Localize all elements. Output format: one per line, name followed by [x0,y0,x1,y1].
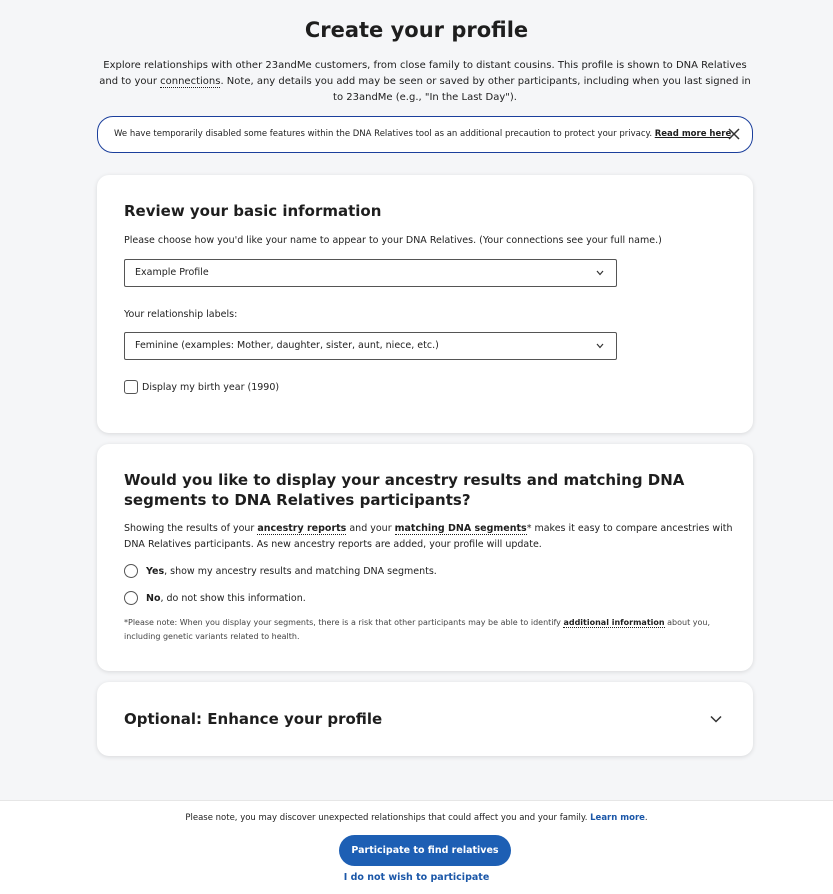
intro-part1: Explore relationships with other 23andMe customers, from close family to distant cousins. This profile is shown to DNA Relatives and to your [99,60,747,87]
intro-text [96,58,754,106]
desc-part3: * makes it easy to compare ancestries with DNA Relatives participants. As new ancestry reports are added, your profile will update. [124,523,733,550]
additional-info-link[interactable]: additional information [563,618,665,627]
notice-suffix: . [731,129,734,139]
yes-rest: , show my ancestry results and matching DNA segments. [164,565,437,577]
footer-note [0,813,833,823]
desc-part1: Showing the results of your [124,523,258,534]
optional-enhance-card[interactable] [97,682,753,756]
ancestry-card [97,444,753,671]
ancestry-description [124,521,734,553]
note-part2: about you, including genetic variants related to health. [124,618,711,641]
chevron-down-icon[interactable] [710,715,722,723]
desc-part2: and your [346,523,395,534]
optional-heading: Optional: Enhance your profile [124,710,383,728]
chevron-down-icon [596,270,604,276]
name-select-value: Example Profile [135,267,209,278]
ancestry-heading: Would you like to display your ancestry results and matching DNA segments to DNA Relatives participants? [124,471,685,509]
intro-part2: . Note, any details you add may be seen or saved by other participants, including when you last signed in to 23andMe (e.g., "In the Last Day"). [220,76,751,103]
privacy-notice-banner [97,116,753,153]
footer-note-text: Please note, you may discover unexpected relationships that could affect you and your family. [185,813,591,823]
no-radio[interactable] [124,591,138,605]
yes-bold: Yes [146,565,165,577]
birth-year-option[interactable] [124,380,279,394]
matching-segments-link[interactable]: matching DNA segments [394,523,527,534]
basic-info-card [97,175,753,433]
name-instructions: Please choose how you'd like your name to appear to your DNA Relatives. (Your connections see your full name.) [124,235,662,246]
participate-button[interactable]: Participate to find relatives [339,835,511,866]
read-more-link[interactable]: Read more here [654,129,732,139]
birth-year-checkbox[interactable] [124,380,138,394]
ancestry-no-option[interactable] [124,591,306,605]
chevron-down-icon [596,343,604,349]
footer-note-suffix: . [644,813,648,823]
no-rest: , do not show this information. [160,592,306,604]
birth-year-label: Display my birth year (1990) [142,381,280,393]
notice-text: We have temporarily disabled some features within the DNA Relatives tool as an additional precaution to protect your privacy. [114,129,655,139]
relationship-labels-select[interactable] [124,332,617,360]
basic-info-heading: Review your basic information [124,202,382,220]
note-part1: *Please note: When you display your segments, there is a risk that other participants may be able to identify [124,618,564,627]
segments-note [124,616,734,644]
page-title: Create your profile [304,18,529,42]
relationship-labels-label: Your relationship labels: [124,309,238,320]
yes-radio[interactable] [124,564,138,578]
ancestry-reports-link[interactable]: ancestry reports [257,523,347,534]
name-display-select[interactable] [124,259,617,287]
labels-select-value: Feminine (examples: Mother, daughter, sister, aunt, niece, etc.) [135,340,439,351]
ancestry-yes-option[interactable] [124,564,437,578]
footer-bar [0,800,833,894]
learn-more-link[interactable]: Learn more [590,813,645,823]
connections-link[interactable]: connections [160,76,221,87]
close-icon[interactable] [726,126,742,142]
decline-link[interactable]: I do not wish to participate [343,872,490,883]
no-bold: No [146,592,161,604]
